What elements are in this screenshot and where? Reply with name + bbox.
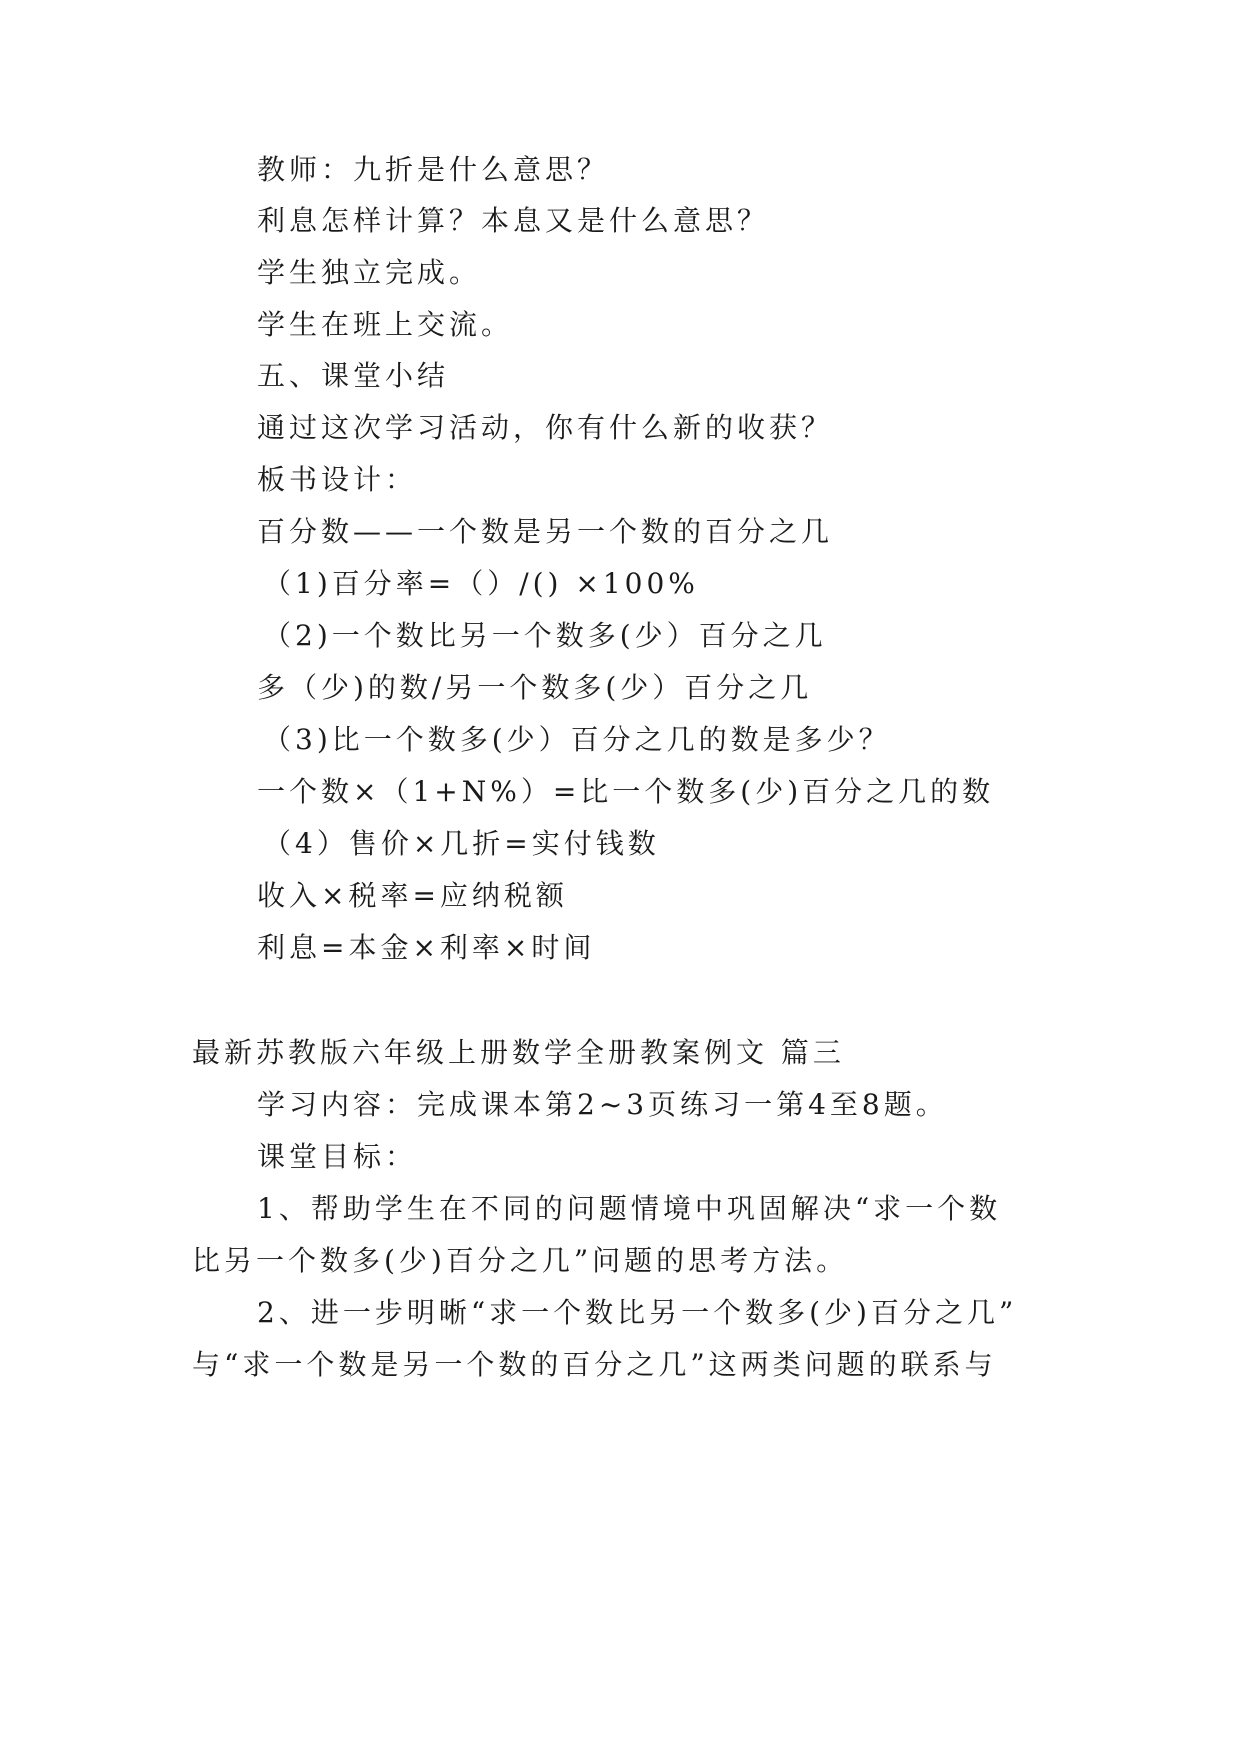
text-line: 课堂目标： — [257, 1140, 418, 1173]
text-line: 教师：九折是什么意思？ — [257, 153, 610, 186]
text-line: 2、进一步明晰“求一个数比另一个数多(少)百分之几” — [257, 1296, 1018, 1329]
formula-line: （2)一个数比另一个数多(少）百分之几 — [263, 619, 827, 652]
formula-line: 多（少)的数/另一个数多(少）百分之几 — [257, 671, 813, 704]
text-line: 学生独立完成。 — [257, 256, 482, 289]
text-line: 通过这次学习活动，你有什么新的收获？ — [257, 411, 834, 444]
text-line: 1、帮助学生在不同的问题情境中巩固解决“求一个数 — [257, 1192, 1002, 1225]
text-line: 利息怎样计算？本息又是什么意思？ — [257, 204, 770, 237]
text-line: 学生在班上交流。 — [257, 308, 514, 341]
formula-line: 收入×税率=应纳税额 — [257, 879, 568, 912]
section-title: 最新苏教版六年级上册数学全册教案例文 篇三 — [192, 1036, 845, 1069]
formula-line: （3)比一个数多(少）百分之几的数是多少？ — [263, 723, 891, 756]
text-line: 学习内容：完成课本第2~3页练习一第4至8题。 — [257, 1088, 948, 1121]
formula-line: 利息=本金×利率×时间 — [257, 931, 596, 964]
text-line: 百分数——一个数是另一个数的百分之几 — [257, 515, 834, 548]
formula-line: （4）售价×几折=实付钱数 — [263, 827, 660, 860]
text-line: 与“求一个数是另一个数的百分之几”这两类问题的联系与 — [192, 1348, 997, 1381]
formula-line: 一个数×（1+N%）=比一个数多(少)百分之几的数 — [257, 775, 995, 808]
text-line: 比另一个数多(少)百分之几”问题的思考方法。 — [192, 1244, 849, 1277]
text-line: 板书设计： — [257, 463, 418, 496]
section-heading: 五、课堂小结 — [257, 359, 450, 392]
formula-line: （1)百分率=（）/() ×100% — [263, 567, 699, 600]
